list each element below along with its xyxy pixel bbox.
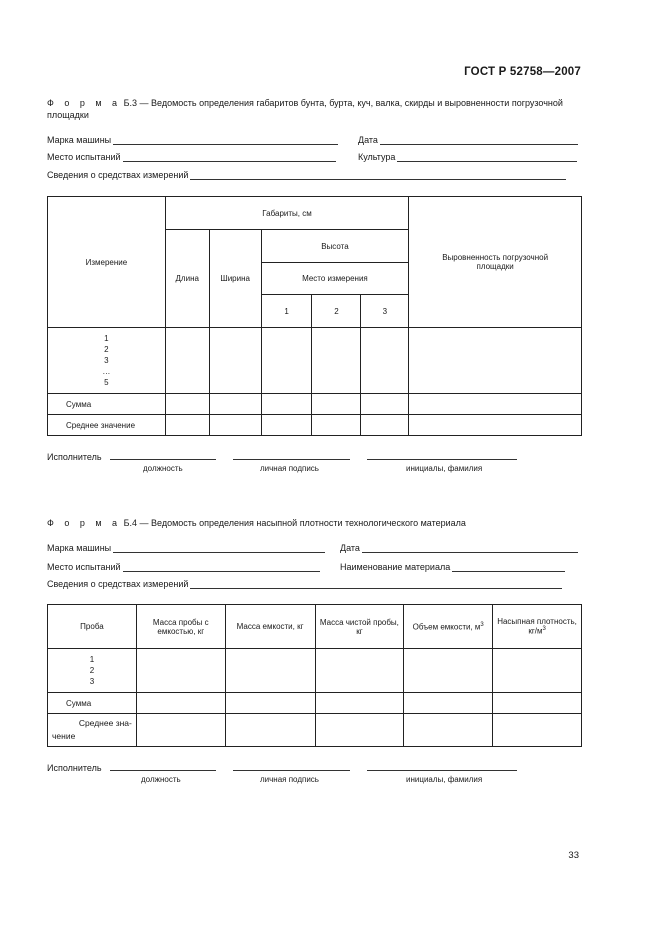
data-cell[interactable] — [404, 714, 493, 747]
row-number: 1 — [104, 334, 109, 343]
form-b4-material-field — [340, 562, 565, 572]
data-cell[interactable] — [493, 649, 582, 693]
average-label-line2: чение — [52, 731, 76, 741]
header-clean-mass: Масса чистой пробы, кг — [315, 605, 404, 649]
form-b3-table — [47, 196, 582, 436]
date-label: Дата — [340, 543, 360, 553]
header-dimensions: Габариты, см — [165, 197, 408, 230]
data-cell[interactable] — [209, 328, 261, 394]
row-number: 3 — [89, 677, 95, 686]
table-row-sum — [48, 394, 582, 415]
form-b4-title — [47, 517, 587, 529]
place-label: Место испытаний — [47, 152, 121, 162]
form-b4-machine-field — [47, 543, 325, 553]
data-cell[interactable] — [225, 714, 315, 747]
form-b3-instruments-field — [47, 170, 566, 180]
form-b4-text: — Ведомость определения насыпной плотности технологического материала — [139, 518, 466, 528]
data-cell[interactable] — [404, 649, 493, 693]
data-cell[interactable] — [312, 328, 361, 394]
volume-exponent: 3 — [480, 621, 484, 628]
row-number: 2 — [89, 666, 95, 675]
page-number: 33 — [568, 850, 579, 861]
header-point-2: 2 — [312, 295, 361, 328]
form-b3-machine-field — [47, 135, 338, 145]
header-volume — [404, 605, 493, 649]
position-blank[interactable] — [110, 459, 216, 460]
data-cell[interactable] — [165, 415, 209, 436]
average-label — [48, 714, 137, 747]
executor-label: Исполнитель — [47, 452, 102, 462]
volume-text: Объем емкости, м — [412, 622, 481, 632]
table-row-average — [48, 714, 582, 747]
average-label-line1: Среднее зна- — [78, 718, 132, 728]
data-cell[interactable] — [315, 649, 404, 693]
form-b4-table — [47, 604, 582, 747]
header-length: Длина — [165, 230, 209, 328]
header-point-3: 3 — [361, 295, 409, 328]
date-label: Дата — [358, 135, 378, 145]
data-cell[interactable] — [409, 328, 582, 394]
date-blank[interactable] — [380, 136, 578, 145]
signature-blank[interactable] — [233, 770, 350, 771]
table-row — [48, 328, 582, 394]
machine-label: Марка машины — [47, 135, 112, 145]
row-numbers — [48, 328, 166, 394]
signature-caption: личная подпись — [260, 464, 319, 473]
row-number: 3 — [104, 356, 109, 365]
signature-blank[interactable] — [233, 459, 350, 460]
date-blank[interactable] — [362, 544, 578, 553]
row-numbers — [48, 649, 137, 693]
machine-label: Марка машины — [47, 543, 112, 553]
row-number: 1 — [89, 655, 95, 664]
instruments-blank[interactable] — [190, 171, 566, 180]
instruments-blank[interactable] — [190, 580, 562, 589]
data-cell[interactable] — [493, 714, 582, 747]
form-b4-place-field — [47, 562, 320, 572]
form-b3-prefix: Ф о р м а — [47, 98, 122, 108]
form-b4-prefix: Ф о р м а — [47, 518, 122, 528]
form-b3-date-field — [358, 135, 578, 145]
row-number: 5 — [104, 378, 109, 387]
document-code: ГОСТ Р 52758—2007 — [464, 66, 581, 78]
data-cell[interactable] — [315, 714, 404, 747]
data-cell[interactable] — [312, 394, 361, 415]
row-number: 2 — [104, 345, 109, 354]
culture-label: Культура — [358, 152, 396, 162]
data-cell[interactable] — [312, 415, 361, 436]
name-blank[interactable] — [367, 459, 517, 460]
data-cell[interactable] — [209, 394, 261, 415]
data-cell[interactable] — [361, 328, 409, 394]
data-cell[interactable] — [165, 328, 209, 394]
name-caption: инициалы, фамилия — [406, 775, 483, 784]
machine-blank[interactable] — [113, 544, 325, 553]
header-container-mass: Масса емкости, кг — [225, 605, 315, 649]
density-text: Насыпная плотность, кг/м — [497, 617, 577, 636]
data-cell[interactable] — [225, 649, 315, 693]
header-evenness: Выровненность погрузочной площадки — [409, 197, 582, 328]
data-cell[interactable] — [409, 415, 582, 436]
name-caption: инициалы, фамилия — [406, 464, 483, 473]
place-blank[interactable] — [123, 563, 320, 572]
instruments-label: Сведения о средствах измерений — [47, 579, 189, 589]
place-blank[interactable] — [123, 153, 336, 162]
data-cell[interactable] — [136, 714, 225, 747]
header-sample: Проба — [48, 605, 137, 649]
header-point-1: 1 — [261, 295, 312, 328]
table-row — [48, 649, 582, 693]
table-row-sum — [48, 693, 582, 714]
form-b4-number: Б.4 — [123, 518, 137, 528]
form-b3-text: — Ведомость определения габаритов бунта, бурта, куч, валка, скирды и выровненности погрузочной площадки — [47, 98, 563, 120]
form-b3-culture-field — [358, 152, 577, 162]
form-b4-instruments-field — [47, 579, 562, 589]
instruments-label: Сведения о средствах измерений — [47, 170, 189, 180]
form-b3-title — [47, 97, 587, 121]
header-mass-with-container: Масса пробы с емкостью, кг — [136, 605, 225, 649]
data-cell[interactable] — [315, 693, 404, 714]
data-cell[interactable] — [261, 415, 312, 436]
data-cell[interactable] — [136, 649, 225, 693]
data-cell[interactable] — [225, 693, 315, 714]
header-measurement: Измерение — [48, 197, 166, 328]
form-b3-place-field — [47, 152, 336, 162]
row-number: … — [102, 367, 111, 376]
sum-label: Сумма — [48, 693, 137, 714]
header-density — [493, 605, 582, 649]
data-cell[interactable] — [261, 328, 312, 394]
average-label: Среднее значение — [48, 415, 166, 436]
data-cell[interactable] — [493, 693, 582, 714]
data-cell[interactable] — [404, 693, 493, 714]
data-cell[interactable] — [209, 415, 261, 436]
place-label: Место испытаний — [47, 562, 121, 572]
header-width: Ширина — [209, 230, 261, 328]
form-b3-number: Б.3 — [123, 98, 137, 108]
material-blank[interactable] — [452, 563, 565, 572]
form-b4-date-field — [340, 543, 578, 553]
executor-label: Исполнитель — [47, 763, 102, 773]
material-label: Наименование материала — [340, 562, 451, 572]
position-blank[interactable] — [110, 770, 216, 771]
density-exponent: 3 — [542, 626, 546, 633]
data-cell[interactable] — [361, 394, 409, 415]
data-cell[interactable] — [361, 415, 409, 436]
data-cell[interactable] — [409, 394, 582, 415]
name-blank[interactable] — [367, 770, 517, 771]
machine-blank[interactable] — [113, 136, 338, 145]
signature-caption: личная подпись — [260, 775, 319, 784]
table-row-average — [48, 415, 582, 436]
sum-label: Сумма — [48, 394, 166, 415]
position-caption: должность — [143, 464, 183, 473]
data-cell[interactable] — [136, 693, 225, 714]
position-caption: должность — [141, 775, 181, 784]
culture-blank[interactable] — [397, 153, 577, 162]
header-height: Высота — [261, 230, 409, 263]
data-cell[interactable] — [261, 394, 312, 415]
header-measure-place: Место измерения — [261, 263, 409, 295]
data-cell[interactable] — [165, 394, 209, 415]
